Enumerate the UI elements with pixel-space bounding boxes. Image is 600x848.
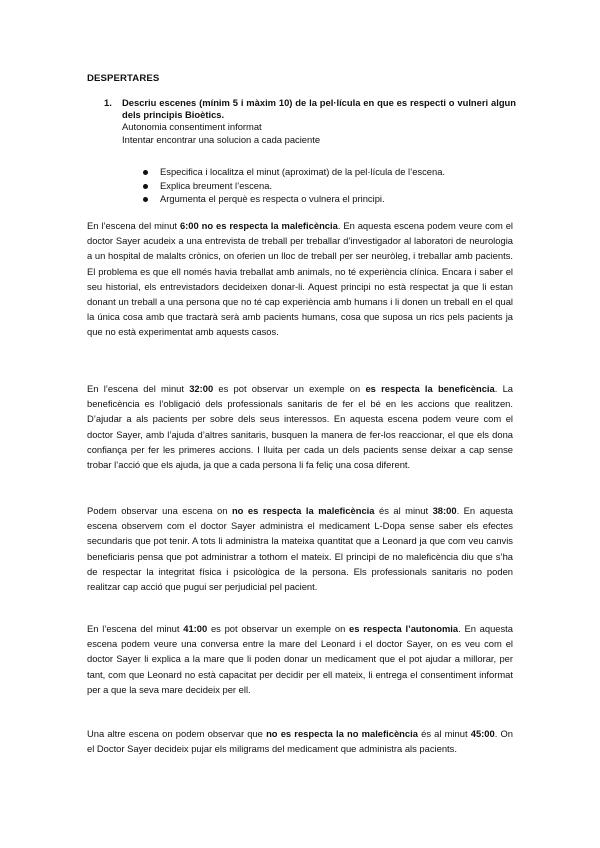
paragraph-text: . En aquesta escena observem com el doctor Sayer administra el medicament L-Dopa sense saber els efectes secundaris que pot tenir. A tots li administra la mateixa quantitat que a Leonard ja que com veu canvis beneficiaris pensa que pot administrar a tothom el mateix. El principi de no maleficència diu que s’ha de respectar la integritat física i psicològica de la persona. Els professionals sanitaris no poden realitzar cap acció que pugui ser perjudicial pel pacient. <box>87 505 513 593</box>
highlighted-phrase: es respecta l’autonomia <box>349 623 459 634</box>
task-question-text: Descriu escenes (mínim 5 i màxim 10) de la pel·lícula en que es respecti o vulneri algun dels principis Bioètics. <box>122 97 516 121</box>
task-number: 1. <box>104 97 112 108</box>
highlighted-phrase: 32:00 <box>189 383 214 394</box>
bullet-icon <box>143 170 148 175</box>
instruction-item <box>143 192 513 206</box>
paragraph-text: En l’escena del minut <box>87 383 190 394</box>
highlighted-phrase: no es respecta la no maleficència <box>266 728 418 739</box>
instruction-text: Especifica i localitza el minut (aproximat) de la pel·lícula de l’escena. <box>160 166 446 177</box>
instruction-text: Explica breument l’escena. <box>160 179 273 191</box>
paragraph-text: En l’escena del minut <box>87 623 184 634</box>
paragraph-text: es pot observar un exemple on <box>213 383 366 394</box>
scene-paragraph <box>87 621 513 697</box>
scene-paragraph <box>87 218 513 340</box>
instruction-text: Argumenta el perquè es respecta o vulnera el principi. <box>160 193 385 205</box>
paragraph-text: Una altre escena on podem observar que <box>87 728 267 739</box>
task-question <box>104 97 516 146</box>
paragraph-text: és al minut <box>417 728 471 739</box>
instruction-item <box>143 165 513 179</box>
paragraph-text: En l’escena del minut <box>87 220 180 231</box>
highlighted-phrase: 6:00 no es respecta la maleficència <box>179 220 338 231</box>
task-body <box>122 97 516 146</box>
bullet-icon <box>143 184 148 189</box>
paragraph-text: . On el Doctor Sayer decideix pujar els miligrams del medicament que administra als pacients. <box>87 728 514 755</box>
highlighted-phrase: es respecta la beneficència <box>365 383 495 394</box>
task-note: Intentar encontrar una solucion a cada paciente <box>122 133 321 145</box>
document-title: DESPERTARES <box>87 73 160 84</box>
paragraph-text: . En aquesta escena podem veure com el doctor Sayer acudeix a una entrevista de treball per treballar d’investigador al laboratori de neurologia a un hospital de malalts crònics, on oferien un lloc de treball per ser neuròleg, i treballar amb pacients. El problema es que ell només havia treballat amb animals, no té experiència clínica. Encara i saber el seu historial, els entrevistadors decideixen donar-li. Aquest principi no està respectat ja que li estan donant un treball a una persona que no té cap experiència amb humans i li donen un treball en el qual la única cosa amb que tractarà serà amb pacients humans, cosa que suposa un rics pels pacients ja que no està experimentat amb aquests casos. <box>87 220 513 338</box>
highlighted-phrase: 41:00 <box>183 623 208 634</box>
paragraph-text: és al minut <box>374 505 433 516</box>
bullet-icon <box>143 197 148 202</box>
paragraph-text: . La beneficència es l’obligació dels professionals sanitaris de fer el bé en les accions que realitzen. D’ajudar a als pacients per sobre dels seus interessos. En aquesta escena podem veure com el doctor Sayer, amb l’ajuda d’altres sanitaris, busquen la manera de fer-los reaccionar, el que els dona confiança per fer les primeres accions. I lluita per cada un dels pacients sense deixar a cap sense trobar l’acció que els ajuda, ja que a cada persona li fa feliç una cosa diferent. <box>87 383 514 471</box>
highlighted-phrase: 45:00 <box>470 728 495 739</box>
instruction-item <box>143 179 513 193</box>
paragraph-text: Podem observar una escena on <box>87 505 232 516</box>
paragraph-text: es pot observar un exemple on <box>207 623 350 634</box>
scene-paragraph <box>87 726 513 756</box>
instruction-list <box>143 165 513 206</box>
scene-paragraph <box>87 503 513 594</box>
scene-paragraph <box>87 381 513 472</box>
highlighted-phrase: no es respecta la maleficència <box>231 505 375 516</box>
paragraph-text: . En aquesta escena podem veure una conversa entre la mare del Leonard i el doctor Sayer, on es veu com el doctor Sayer li explica a la mare que li poden donar un medicament que el pot ajudar a millorar, per tant, com que Leonard no està capacitat per decidir per ell mateix, li entrega el consentiment informat per a que la seva mare decideix per ell. <box>87 623 514 695</box>
highlighted-phrase: 38:00 <box>432 505 457 516</box>
task-note: Autonomia consentiment informat <box>122 121 262 133</box>
